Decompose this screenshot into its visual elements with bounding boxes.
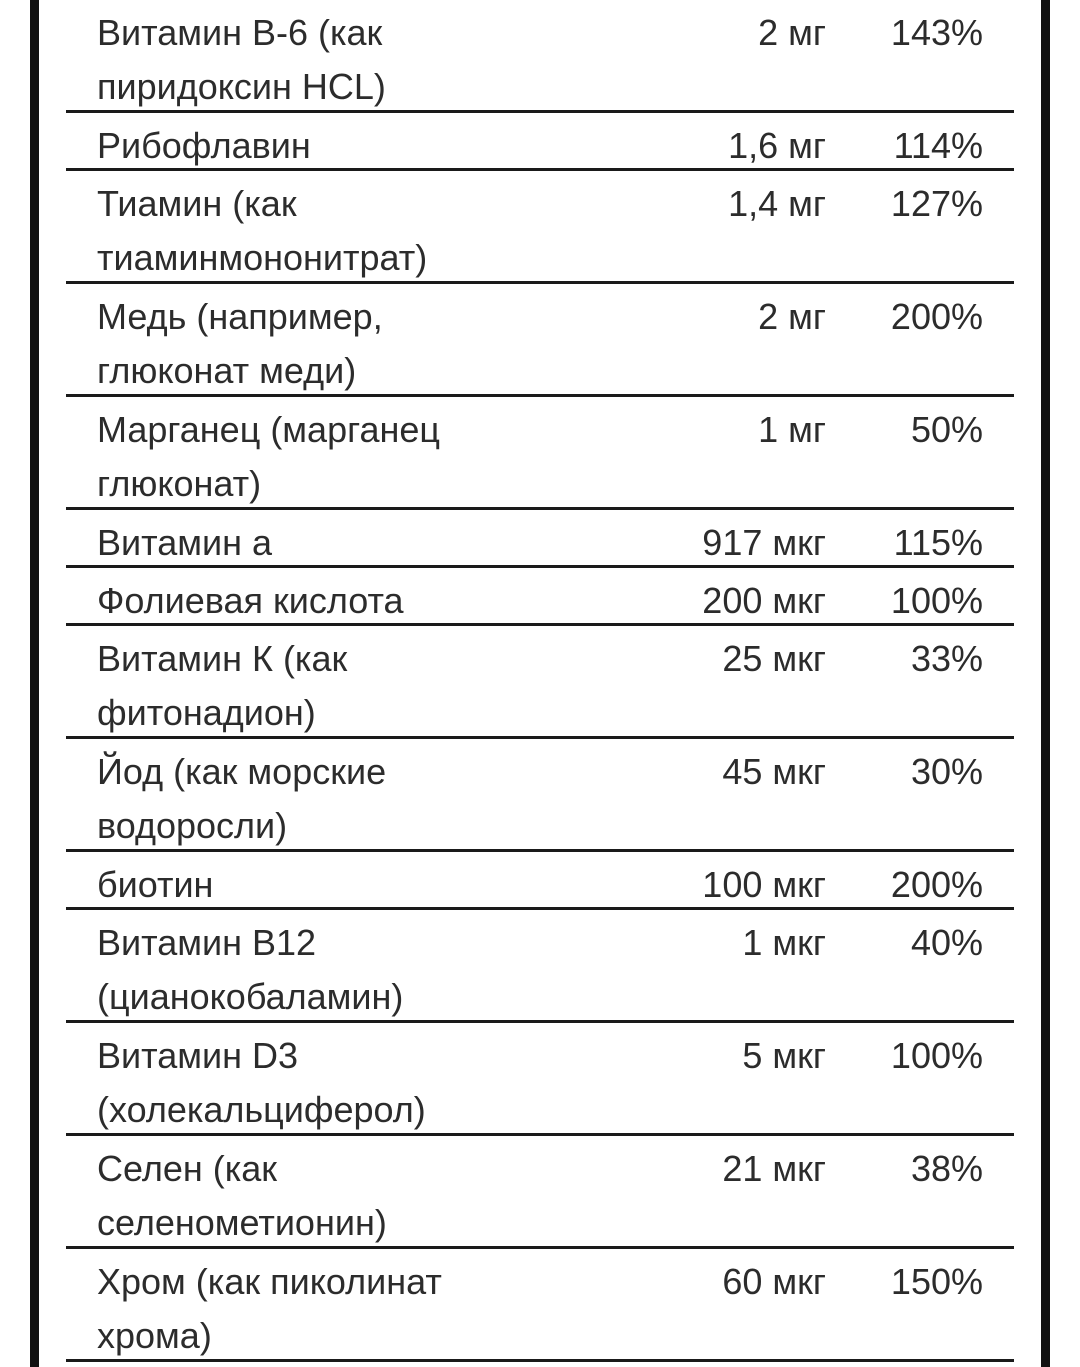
- daily-value-percent: 200%: [890, 296, 983, 337]
- nutrient-amount: 60 мкг: [722, 1261, 826, 1302]
- daily-value-percent: 40%: [910, 922, 983, 963]
- daily-value-percent: 200%: [890, 864, 983, 905]
- nutrient-name: Тиамин (как тиаминмононитрат): [97, 183, 428, 278]
- nutrient-name: Марганец (марганец глюконат): [97, 409, 440, 504]
- daily-value-percent: 115%: [893, 522, 983, 563]
- table-row: [66, 171, 1014, 284]
- table-row: [66, 852, 1014, 910]
- nutrient-amount: 917 мкг: [702, 522, 826, 563]
- table-row: [66, 397, 1014, 510]
- nutrient-amount: 200 мкг: [702, 580, 826, 621]
- table-row: [66, 1249, 1014, 1362]
- nutrient-name: Витамин К (как фитонадион): [97, 638, 348, 733]
- nutrient-name: Медь (например, глюконат меди): [97, 296, 383, 391]
- table-row: [66, 113, 1014, 171]
- nutrient-amount: 1 мкг: [742, 922, 826, 963]
- nutrient-amount: 1 мг: [758, 409, 826, 450]
- nutrition-table: [66, 0, 1014, 1362]
- daily-value-percent: 50%: [910, 409, 983, 450]
- nutrient-name: Витамин B-6 (как пиридоксин HCL): [97, 12, 386, 107]
- nutrient-name: биотин: [97, 864, 214, 905]
- table-row: [66, 1023, 1014, 1136]
- nutrient-name: Витамин D3 (холекальциферол): [97, 1035, 426, 1130]
- nutrient-name: Селен (как селенометионин): [97, 1148, 387, 1243]
- table-row: [66, 510, 1014, 568]
- nutrient-name: Витамин B12 (цианокобаламин): [97, 922, 404, 1017]
- table-row: [66, 626, 1014, 739]
- nutrient-amount: 5 мкг: [742, 1035, 826, 1076]
- nutrient-amount: 45 мкг: [722, 751, 826, 792]
- table-row: [66, 0, 1014, 113]
- left-border: [30, 0, 39, 1367]
- table-row: [66, 1136, 1014, 1249]
- table-row: [66, 284, 1014, 397]
- nutrient-amount: 100 мкг: [702, 864, 826, 905]
- daily-value-percent: 114%: [893, 125, 983, 166]
- daily-value-percent: 100%: [890, 580, 983, 621]
- nutrient-amount: 2 мг: [758, 12, 826, 53]
- nutrient-amount: 1,4 мг: [728, 183, 826, 224]
- nutrient-name: Рибофлавин: [97, 125, 311, 166]
- nutrient-amount: 1,6 мг: [728, 125, 826, 166]
- right-border: [1041, 0, 1050, 1367]
- daily-value-percent: 143%: [890, 12, 983, 53]
- daily-value-percent: 100%: [890, 1035, 983, 1076]
- nutrient-name: Йод (как морские водоросли): [97, 751, 387, 846]
- nutrient-amount: 2 мг: [758, 296, 826, 337]
- nutrient-amount: 21 мкг: [722, 1148, 826, 1189]
- nutrient-name: Хром (как пиколинат хрома): [97, 1261, 442, 1356]
- daily-value-percent: 30%: [910, 751, 983, 792]
- nutrient-amount: 25 мкг: [722, 638, 826, 679]
- daily-value-percent: 150%: [890, 1261, 983, 1302]
- table-row: [66, 739, 1014, 852]
- table-row: [66, 568, 1014, 626]
- nutrient-name: Витамин а: [97, 522, 272, 563]
- nutrient-name: Фолиевая кислота: [97, 580, 404, 621]
- daily-value-percent: 33%: [910, 638, 983, 679]
- daily-value-percent: 38%: [910, 1148, 983, 1189]
- daily-value-percent: 127%: [890, 183, 983, 224]
- table-row: [66, 910, 1014, 1023]
